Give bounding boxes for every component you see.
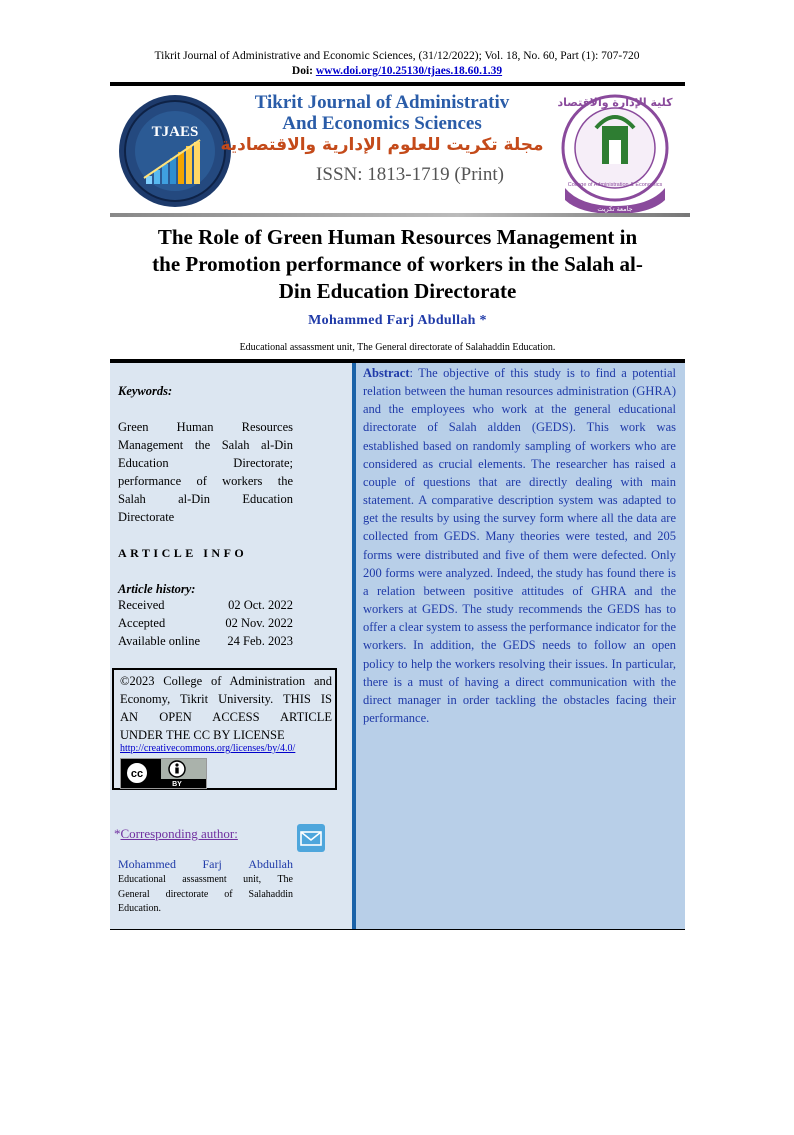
- keywords-line: Salah al-Din Education: [118, 492, 293, 506]
- corresponding-author-name: [118, 857, 293, 872]
- license-line: AN OPEN ACCESS ARTICLE: [120, 710, 332, 724]
- logo-text: TJAES: [151, 124, 199, 140]
- history-accepted: [118, 616, 293, 631]
- corr-name-part: Abdullah: [248, 857, 293, 871]
- corresponding-author-label: [114, 826, 238, 842]
- license-line: Economy, Tikrit University. THIS IS: [120, 692, 332, 706]
- article-history-heading: Article history:: [118, 582, 196, 596]
- author-name: Mohammed Farj Abdullah *: [308, 313, 487, 328]
- banner-title-arabic: مجلة تكريت للعلوم الإدارية والاقتصادية: [220, 135, 544, 155]
- keywords-list: [118, 418, 293, 526]
- corresponding-author-text: Corresponding author:: [120, 826, 238, 841]
- abstract-text: [363, 364, 676, 727]
- journal-citation-line: Tikrit Journal of Administrative and Economic Sciences, (31/12/2022); Vol. 18, No. 60, Part (1): 707-720: [154, 50, 640, 62]
- history-label: Received: [118, 598, 165, 612]
- banner-title-line-1: Tikrit Journal of Administrativ: [254, 92, 510, 113]
- corr-name-part: Farj: [202, 857, 222, 871]
- tjaes-logo: [119, 95, 231, 207]
- history-available-online: [118, 634, 293, 649]
- banner-title-line-2: And Economics Sciences: [282, 113, 482, 134]
- issn-text: ISSN: 1813-1719 (Print): [316, 164, 504, 185]
- author-affiliation: Educational assassment unit, The General directorate of Salahaddin Education.: [239, 342, 556, 353]
- keywords-heading: Keywords:: [118, 384, 173, 398]
- license-line: UNDER THE CC BY LICENSE: [120, 728, 285, 742]
- doi-prefix: Doi:: [291, 65, 316, 77]
- cc-by-icon: [121, 759, 206, 788]
- corr-aff-line: Educational assassment unit, The: [118, 874, 293, 885]
- history-label: Accepted: [118, 616, 166, 630]
- corresponding-author-affiliation: [118, 873, 293, 917]
- article-title: [110, 224, 685, 305]
- keywords-line: Green Human Resources: [118, 420, 293, 434]
- article-info-heading: ARTICLE INFO: [118, 546, 248, 560]
- college-arabic-text: كلية الإدارة والاقتصاد: [557, 96, 673, 109]
- cc-label: cc: [130, 768, 144, 780]
- banner-underline: [110, 213, 690, 217]
- history-date: 02 Nov. 2022: [225, 616, 293, 630]
- doi-link[interactable]: www.doi.org/10.25130/tjaes.18.60.1.39: [315, 65, 503, 77]
- corr-aff-line: Education.: [118, 903, 162, 914]
- history-date: 02 Oct. 2022: [228, 598, 293, 612]
- keywords-line: Education Directorate;: [118, 456, 293, 470]
- history-label: Available online: [118, 634, 201, 648]
- license-url-link[interactable]: http://creativecommons.org/licenses/by/4.0/: [120, 743, 296, 754]
- license-text: [120, 672, 332, 744]
- license-box: [112, 668, 337, 790]
- keywords-line: Management the Salah al-Din: [118, 438, 293, 452]
- university-arabic-text: جامعة تكريت: [597, 205, 633, 213]
- history-date: 24 Feb. 2023: [227, 634, 293, 648]
- license-line: ©2023 College of Administration and: [120, 674, 332, 688]
- corresponding-asterisk: *: [114, 826, 121, 841]
- history-received: [118, 598, 293, 613]
- corr-name-part: Mohammed: [118, 857, 176, 871]
- doi-line: [0, 65, 794, 77]
- title-line-2: the Promotion performance of workers in the Salah al-: [152, 252, 643, 276]
- email-icon[interactable]: [297, 824, 325, 852]
- corr-aff-line: General directorate of Salahaddin: [118, 888, 293, 900]
- title-line-3: Din Education Directorate: [278, 279, 517, 303]
- envelope-icon: [297, 824, 325, 852]
- college-seal: [557, 96, 673, 214]
- college-english-text: College of Administration & Economics: [567, 182, 663, 188]
- keywords-line: performance of workers the: [118, 474, 293, 488]
- title-line-1: The Role of Green Human Resources Management in: [157, 225, 638, 249]
- abstract-body: : The objective of this study is to find a potential relation between the human resources administration (GHRA) and the employees who work at the general educational directorate of Salah aldden (GEDS). This work was established based on randomly sampling of workers who are considered as crucial elements. The researcher has raised a couple of questions that are directly dealing with main statement. A comparative description system was adapted to get the results by using the survey form where all the data are collected from GEDS. Many theories were tested, and 205 forms were distributed and five of them were defected. Only 200 forms were analyzed. Indeed, the study has found there is a relation between positive attitudes of GHRA and the workers at GEDS. The study recommends the GEDS has to offer a clear system to assess the performance indicator for the workers. In addition, the GEDS needs to follow an open policy to help the workers resolving their issues. In particular, there is a must of having a direct communication with the direct manager in order tackling the obstacles facing their performance.: [363, 366, 676, 725]
- top-rule: [110, 82, 685, 86]
- section-bottom-rule: [110, 929, 685, 930]
- abstract-label: Abstract: [363, 366, 410, 380]
- keywords-line: Directorate: [118, 510, 175, 524]
- by-label: BY: [172, 781, 182, 788]
- journal-banner: [110, 88, 690, 214]
- cc-by-badge[interactable]: [120, 758, 207, 789]
